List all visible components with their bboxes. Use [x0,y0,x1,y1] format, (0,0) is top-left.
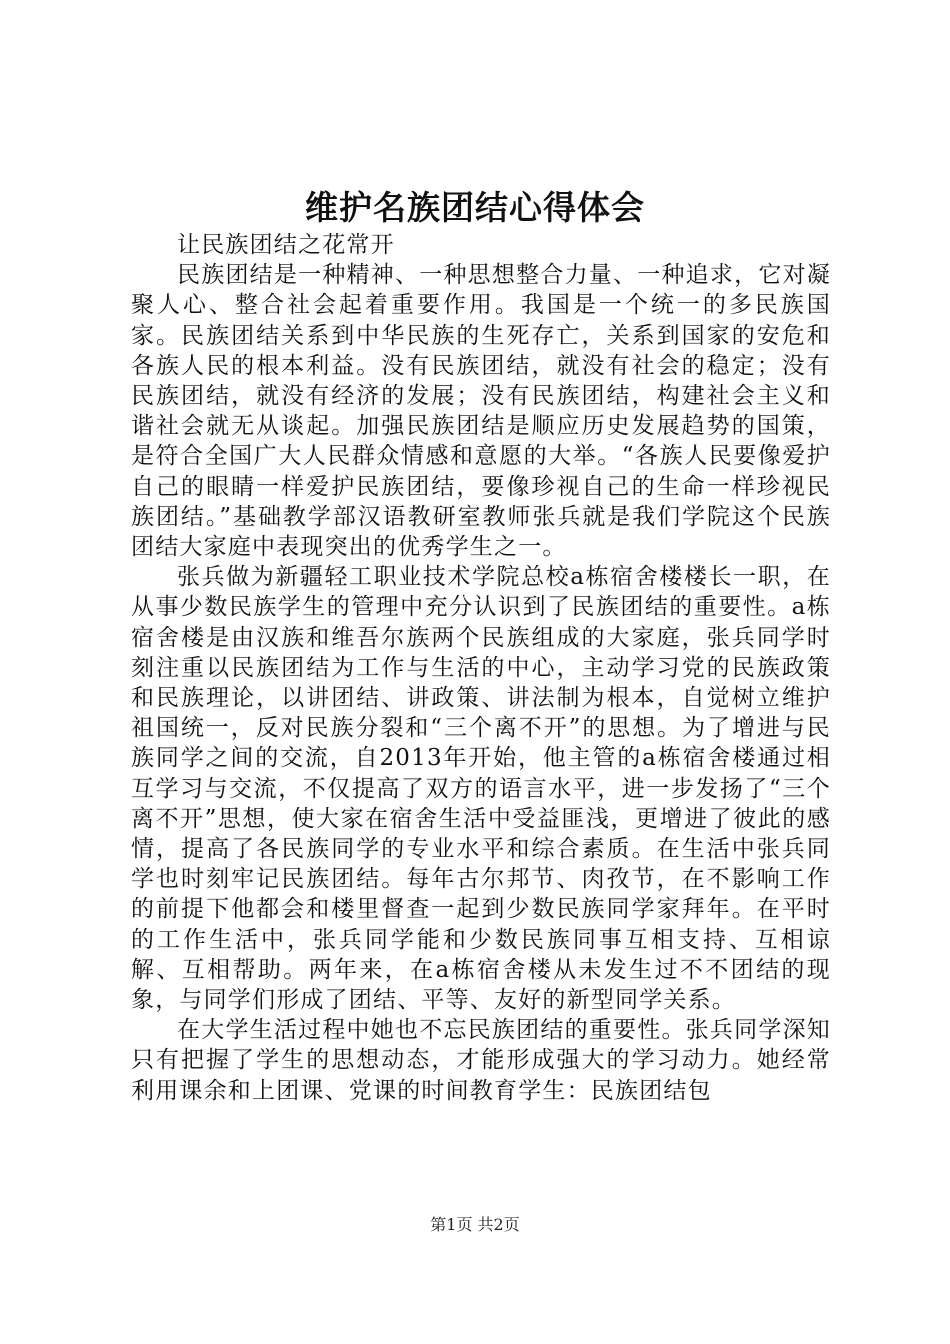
document-body [131,230,831,1106]
document-subtitle: 让民族团结之花常开 [177,232,395,258]
paragraph-3: 在大学生活过程中她也不忘民族团结的重要性。张兵同学深知只有把握了学生的思想动态，才能形成强大的学习动力。她经常利用课余和上团课、党课的时间教育学生：民族团结包 [131,1017,831,1104]
page-footer: 第1页 共2页 [430,1215,520,1234]
paragraph-2: 张兵做为新疆轻工职业技术学院总校a栋宿舍楼楼长一职，在从事少数民族学生的管理中充分认识到了民族团结的重要性。a栋宿舍楼是由汉族和维吾尔族两个民族组成的大家庭，张兵同学时刻注重以民族团结为工作与生活的中心，主动学习党的民族政策和民族理论，以讲团结、讲政策、讲法制为根本，自觉树立维护祖国统一，反对民族分裂和“三个离不开”的思想。为了增进与民族同学之间的交流，自2013年开始，他主管的a栋宿舍楼通过相互学习与交流，不仅提高了双方的语言水平，进一步发扬了“三个离不开”思想，使大家在宿舍生活中受益匪浅，更增进了彼此的感情，提高了各民族同学的专业水平和综合素质。在生活中张兵同学也时刻牢记民族团结。每年古尔邦节、肉孜节，在不影响工作的前提下他都会和楼里督查一起到少数民族同学家拜年。在平时的工作生活中，张兵同学能和少数民族同事互相支持、互相谅解、互相帮助。两年来，在a栋宿舍楼从未发生过不不团结的现象，与同学们形成了团结、平等、友好的新型同学关系。 [131,564,831,1014]
paragraph-1: 民族团结是一种精神、一种思想整合力量、一种追求，它对凝聚人心、整合社会起着重要作用。我国是一个统一的多民族国家。民族团结关系到中华民族的生死存亡，关系到国家的安危和各族人民的根本利益。没有民族团结，就没有社会的稳定；没有民族团结，就没有经济的发展；没有民族团结，构建社会主义和谐社会就无从谈起。加强民族团结是顺应历史发展趋势的国策，是符合全国广大人民群众情感和意愿的大举。“各族人民要像爱护自己的眼睛一样爱护民族团结，要像珍视自己的生命一样珍视民族团结。”基础教学部汉语教研室教师张兵就是我们学院这个民族团结大家庭中表现突出的优秀学生之一。 [131,262,831,561]
document-title: 维护名族团结心得体会 [305,188,645,227]
